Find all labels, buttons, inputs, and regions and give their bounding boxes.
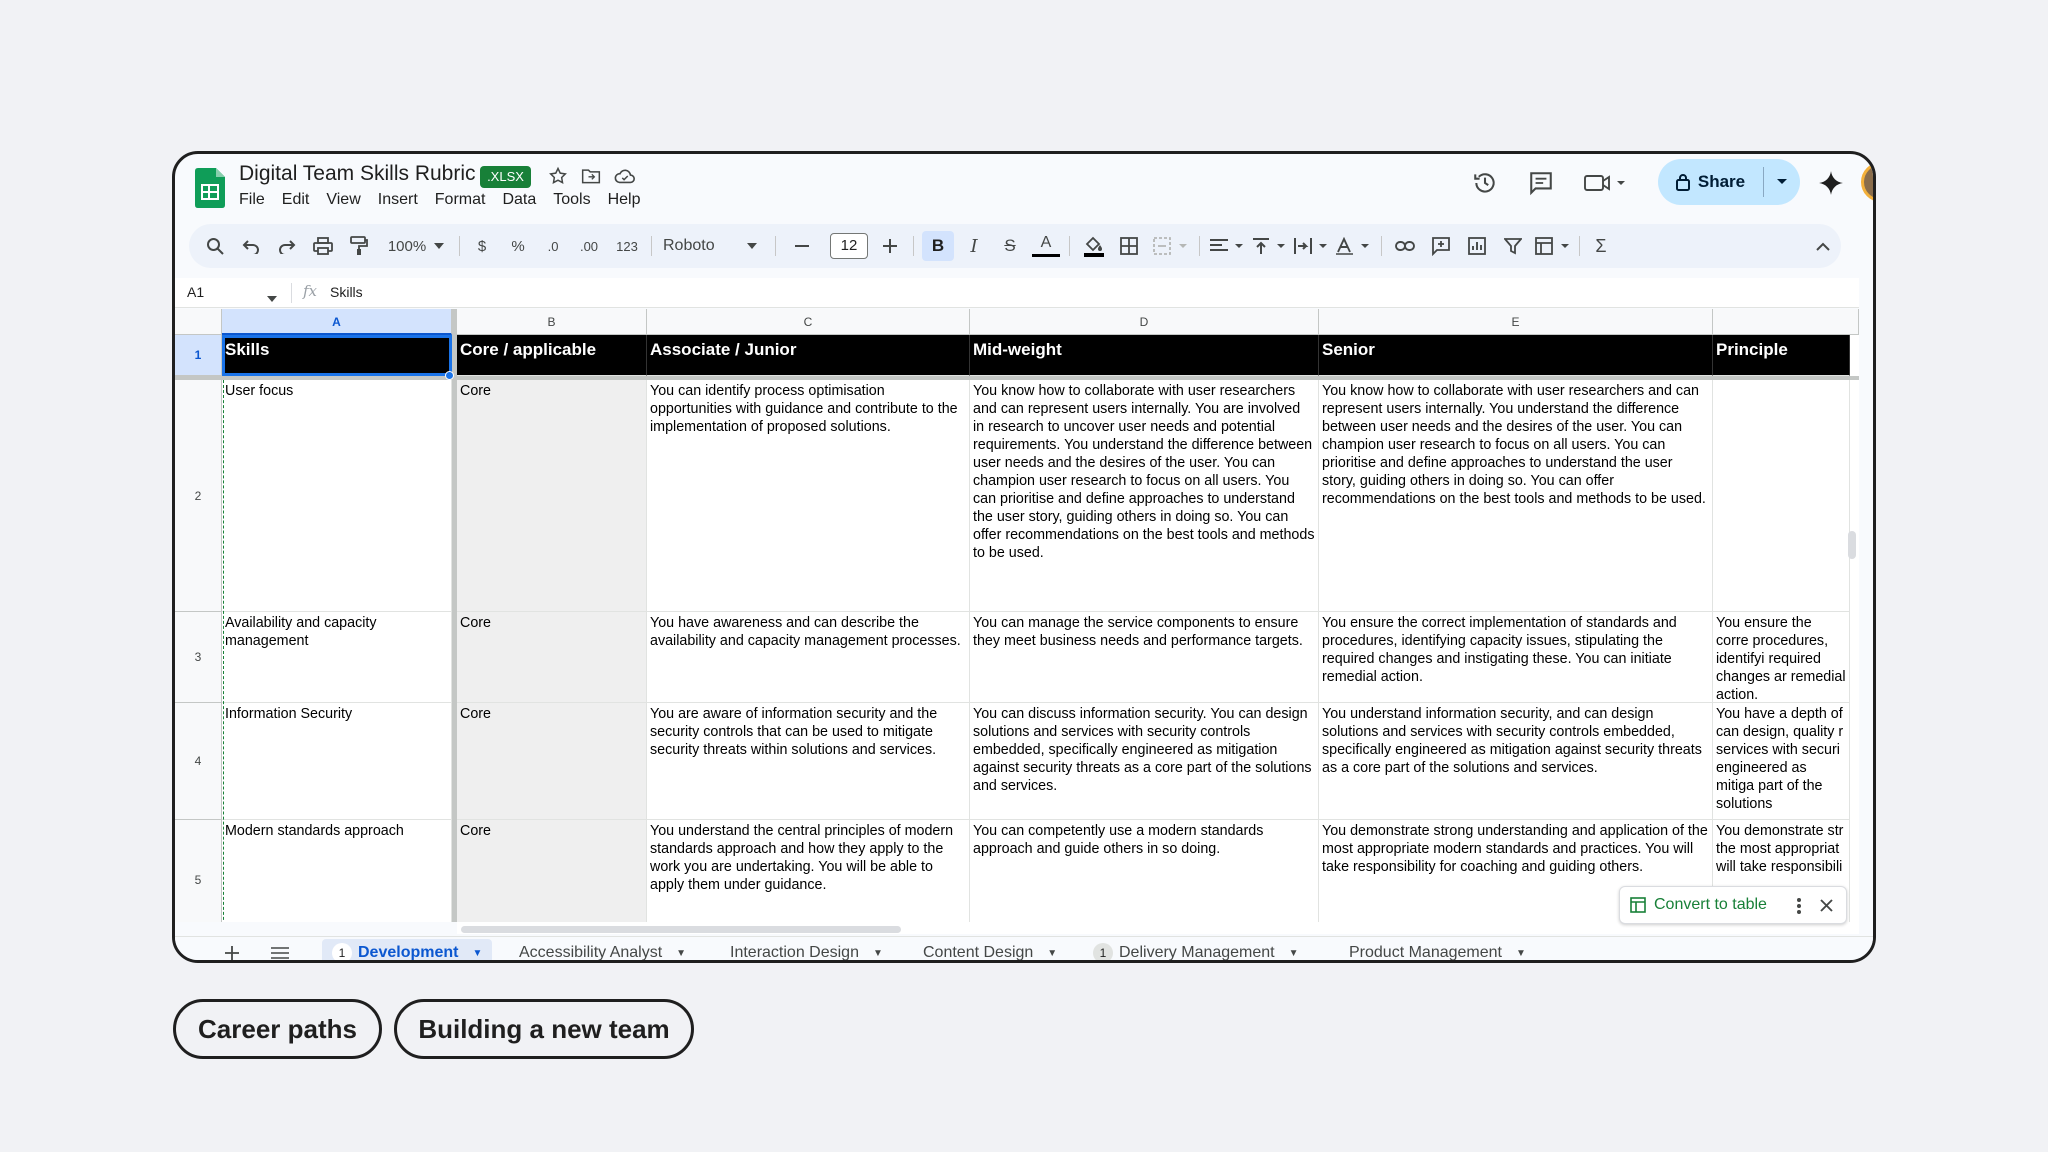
- cell-junior[interactable]: You are aware of information security and the security controls that can be used to mitigate security threats within solutions and services.: [647, 703, 970, 820]
- functions-icon[interactable]: Σ: [1595, 235, 1607, 256]
- fill-color-icon[interactable]: [1079, 231, 1109, 261]
- header-cell-junior[interactable]: Associate / Junior: [647, 335, 970, 376]
- tab-dropdown-icon[interactable]: ▼: [1288, 947, 1299, 959]
- copy-marquee: [223, 380, 224, 922]
- cell-core[interactable]: Core: [457, 380, 647, 612]
- more-vert-icon[interactable]: [1796, 897, 1802, 915]
- row-header-2[interactable]: 2: [175, 380, 222, 612]
- cell-mid[interactable]: You know how to collaborate with user researchers and can represent users internally. You are involved in research to uncover user needs and potential requirements. You understand the difference between user needs and the desires of the user. You can champion user research to focus on all users. You can prioritise and define approaches to understand the user story, guiding others in doing so. You can offer recommendations on the best tools and methods to be used.: [970, 380, 1319, 612]
- toolbar-divider: [1199, 236, 1200, 256]
- toolbar: [189, 224, 1841, 268]
- menu-edit[interactable]: Edit: [281, 191, 310, 208]
- zoom-select[interactable]: 100%: [387, 237, 427, 255]
- tab-label: Accessibility Analyst: [519, 944, 663, 961]
- document-title[interactable]: Digital Team Skills Rubric: [239, 162, 476, 185]
- cell-skill[interactable]: Modern standards approach: [222, 820, 452, 922]
- cell-skill[interactable]: Availability and capacity management: [222, 612, 452, 703]
- italic-icon[interactable]: I: [970, 235, 978, 257]
- menu-file[interactable]: File: [239, 191, 265, 208]
- font-dropdown-icon[interactable]: [744, 231, 760, 261]
- cell-senior[interactable]: You understand information security, and can design solutions and services with security controls embedded, specifically engineered as mitigation against security threats as a core part of the solutions and services.: [1319, 703, 1713, 820]
- cell-skill[interactable]: User focus: [222, 380, 452, 612]
- avatar[interactable]: [1861, 162, 1876, 202]
- tab-badge: 1: [1093, 943, 1113, 963]
- cell-principle[interactable]: You have a depth of can design, quality r services with securi engineered as mitiga part of the solutions: [1713, 703, 1850, 820]
- column-header-c[interactable]: C: [647, 309, 970, 335]
- meet-icon[interactable]: [1581, 169, 1629, 197]
- formula-input[interactable]: Skills: [330, 284, 363, 300]
- cloud-status-icon[interactable]: [613, 164, 637, 188]
- toolbar-divider: [1381, 236, 1382, 256]
- cell-principle[interactable]: [1713, 380, 1850, 612]
- column-header-e[interactable]: E: [1319, 309, 1713, 335]
- convert-to-table-button[interactable]: Convert to table: [1654, 896, 1767, 913]
- increase-font-size-icon[interactable]: [877, 231, 903, 261]
- share-label: Share: [1697, 172, 1746, 191]
- cell-principle[interactable]: You demonstrate str the most appropriat will take responsibili: [1713, 820, 1850, 922]
- toolbar-divider: [775, 236, 776, 256]
- increase-decimal-button[interactable]: .00: [579, 238, 599, 254]
- formula-divider: [291, 283, 292, 303]
- row-header-3[interactable]: 3: [175, 612, 222, 703]
- lock-icon: [1676, 173, 1690, 191]
- search-menus-icon[interactable]: [201, 231, 229, 261]
- building-new-team-button[interactable]: Building a new team: [394, 999, 694, 1059]
- strikethrough-icon[interactable]: S: [1004, 236, 1016, 255]
- paint-format-icon[interactable]: [345, 231, 373, 261]
- tab-label: Development: [358, 944, 459, 961]
- insert-chart-icon[interactable]: [1463, 231, 1491, 261]
- sheet-tab-delivery-management[interactable]: [1093, 939, 1299, 963]
- sheet-tab-development[interactable]: [322, 939, 492, 963]
- move-folder-icon[interactable]: [579, 164, 603, 188]
- more-formats-button[interactable]: 123: [616, 238, 638, 254]
- spreadsheet-grid: [175, 309, 1859, 922]
- share-main[interactable]: [1658, 159, 1763, 205]
- borders-icon[interactable]: [1115, 231, 1143, 261]
- decrease-font-size-icon[interactable]: [789, 231, 815, 261]
- frozen-column-divider[interactable]: [452, 309, 457, 922]
- sheet-tab-content-design[interactable]: [923, 939, 1057, 963]
- horizontal-scrollbar-thumb[interactable]: [461, 926, 901, 933]
- cell-mid[interactable]: You can manage the service components to ensure they meet business needs and performance targets.: [970, 612, 1319, 703]
- tab-dropdown-icon[interactable]: ▼: [472, 947, 483, 959]
- column-header-f[interactable]: [1713, 309, 1859, 335]
- filter-views-icon[interactable]: [1533, 231, 1573, 261]
- cell-senior[interactable]: You know how to collaborate with user researchers and can represent users internally. You understand the difference between user needs and the desires of the user. You can champion user research to focus on all users. You can prioritise and define approaches to understand the user story, guiding others in doing so. You can offer recommendations on the best tools and methods to be used.: [1319, 380, 1713, 612]
- menu-format[interactable]: Format: [434, 191, 486, 208]
- tab-dropdown-icon[interactable]: ▼: [1047, 947, 1058, 959]
- redo-icon[interactable]: [273, 231, 301, 261]
- insert-comment-icon[interactable]: [1427, 231, 1455, 261]
- row-header-5[interactable]: 5: [175, 820, 222, 922]
- table-icon: [1630, 897, 1646, 913]
- cell-mid[interactable]: You can competently use a modern standards approach and guide others in so doing.: [970, 820, 1319, 922]
- cell-core[interactable]: Core: [457, 703, 647, 820]
- tab-dropdown-icon[interactable]: ▼: [1515, 947, 1526, 959]
- insert-link-icon[interactable]: [1391, 231, 1419, 261]
- header-cell-senior[interactable]: Senior: [1319, 335, 1713, 376]
- gemini-sparkle-icon[interactable]: [1817, 169, 1845, 197]
- cell-core[interactable]: Core: [457, 820, 647, 922]
- fill-handle[interactable]: [445, 371, 454, 380]
- tab-label: Interaction Design: [730, 944, 859, 961]
- toolbar-divider: [651, 236, 652, 256]
- text-color-icon[interactable]: A: [1032, 231, 1060, 257]
- tab-badge: 1: [332, 943, 352, 963]
- column-header-b[interactable]: B: [457, 309, 647, 335]
- cell-mid[interactable]: You can discuss information security. You can design solutions and services with security controls embedded, specifically engineered as mitigation against security threats as a core part of the solutions and services.: [970, 703, 1319, 820]
- menu-tools[interactable]: Tools: [553, 191, 591, 208]
- undo-icon[interactable]: [237, 231, 265, 261]
- menu-view[interactable]: View: [326, 191, 361, 208]
- merge-cells-icon[interactable]: [1151, 231, 1191, 261]
- cell-skill[interactable]: Information Security: [222, 703, 452, 820]
- select-all-corner[interactable]: [175, 309, 222, 335]
- hide-menus-chevron-up-icon[interactable]: [1811, 231, 1835, 261]
- comments-icon[interactable]: [1527, 169, 1555, 197]
- sheet-tab-accessibility-analyst[interactable]: [519, 939, 686, 963]
- column-header-d[interactable]: D: [970, 309, 1319, 335]
- frozen-row-divider[interactable]: [175, 376, 1859, 380]
- cell-core[interactable]: Core: [457, 612, 647, 703]
- currency-format-button[interactable]: $: [477, 237, 487, 255]
- sheet-tabs-bar: [175, 936, 1876, 963]
- spreadsheet-window: [172, 151, 1876, 963]
- sheet-tab-interaction-design[interactable]: [730, 939, 883, 963]
- font-family-select[interactable]: Roboto: [663, 237, 715, 254]
- fx-icon: fx: [303, 282, 318, 300]
- file-type-badge: .XLSX: [480, 166, 531, 188]
- menu-data[interactable]: Data: [502, 191, 537, 208]
- tab-dropdown-icon[interactable]: ▼: [872, 947, 883, 959]
- toolbar-divider: [459, 236, 460, 256]
- filter-icon[interactable]: [1499, 231, 1527, 261]
- print-icon[interactable]: [309, 231, 337, 261]
- tab-label: Product Management: [1349, 944, 1502, 961]
- menu-bar: [239, 191, 658, 209]
- share-button[interactable]: [1658, 159, 1800, 205]
- cell-principle[interactable]: You ensure the corre procedures, identifyi required changes ar remedial action.: [1713, 612, 1850, 703]
- formula-bar: [175, 278, 1859, 308]
- percent-format-button[interactable]: %: [511, 237, 525, 255]
- row-header-1[interactable]: 1: [175, 335, 222, 376]
- text-rotation-icon[interactable]: [1333, 231, 1373, 261]
- cell-junior[interactable]: You can identify process optimisation opportunities with guidance and contribute to the implementation of proposed solutions.: [647, 380, 970, 612]
- header-cell-mid[interactable]: Mid-weight: [970, 335, 1319, 376]
- zoom-dropdown-icon[interactable]: [431, 231, 447, 261]
- vertical-scrollbar-thumb[interactable]: [1848, 531, 1856, 559]
- active-cell-selection: [222, 335, 452, 376]
- star-icon[interactable]: [546, 164, 570, 188]
- header-cell-skills[interactable]: Skills: [222, 335, 452, 376]
- add-sheet-icon[interactable]: [225, 939, 239, 963]
- all-sheets-icon[interactable]: [271, 939, 289, 963]
- name-box[interactable]: A1: [187, 284, 205, 300]
- header-cell-principle[interactable]: Principle: [1713, 335, 1850, 376]
- column-header-a[interactable]: A: [222, 309, 452, 335]
- name-box-dropdown-icon[interactable]: [267, 289, 277, 307]
- tab-label: Content Design: [923, 944, 1034, 961]
- share-dropdown-icon[interactable]: [1764, 159, 1800, 205]
- cell-junior[interactable]: You understand the central principles of modern standards approach and how they apply to the work you are undertaking. You will be able to apply them under guidance.: [647, 820, 970, 922]
- toolbar-divider: [1069, 236, 1070, 256]
- career-paths-button[interactable]: Career paths: [173, 999, 382, 1059]
- close-icon[interactable]: [1820, 899, 1833, 912]
- menu-insert[interactable]: Insert: [377, 191, 418, 208]
- tab-dropdown-icon[interactable]: ▼: [676, 947, 687, 959]
- sheets-logo-icon[interactable]: [195, 168, 225, 208]
- cell-senior[interactable]: You demonstrate strong understanding and application of the most appropriate modern standards and practices. You will take responsibility for coaching and guiding others.: [1319, 820, 1713, 922]
- horizontal-align-icon[interactable]: [1207, 231, 1247, 261]
- text-wrapping-icon[interactable]: [1291, 231, 1331, 261]
- row-header-4[interactable]: 4: [175, 703, 222, 820]
- cell-senior[interactable]: You ensure the correct implementation of standards and procedures, identifying capacity issues, stipulating the required changes and instigating these. You can initiate remedial action.: [1319, 612, 1713, 703]
- version-history-icon[interactable]: [1471, 169, 1499, 197]
- sheet-tab-product-management[interactable]: [1349, 939, 1526, 963]
- menu-help[interactable]: Help: [607, 191, 641, 208]
- tab-label: Delivery Management: [1119, 944, 1275, 961]
- vertical-align-icon[interactable]: [1249, 231, 1289, 261]
- cell-junior[interactable]: You have awareness and can describe the availability and capacity management processes.: [647, 612, 970, 703]
- header-cell-core[interactable]: Core / applicable: [457, 335, 647, 376]
- toolbar-divider: [1579, 236, 1580, 256]
- decrease-decimal-button[interactable]: .0: [547, 238, 559, 254]
- toolbar-divider: [913, 236, 914, 256]
- bold-icon[interactable]: B: [922, 231, 954, 261]
- convert-to-table-popup: [1619, 886, 1847, 924]
- font-size-input[interactable]: 12: [830, 233, 868, 259]
